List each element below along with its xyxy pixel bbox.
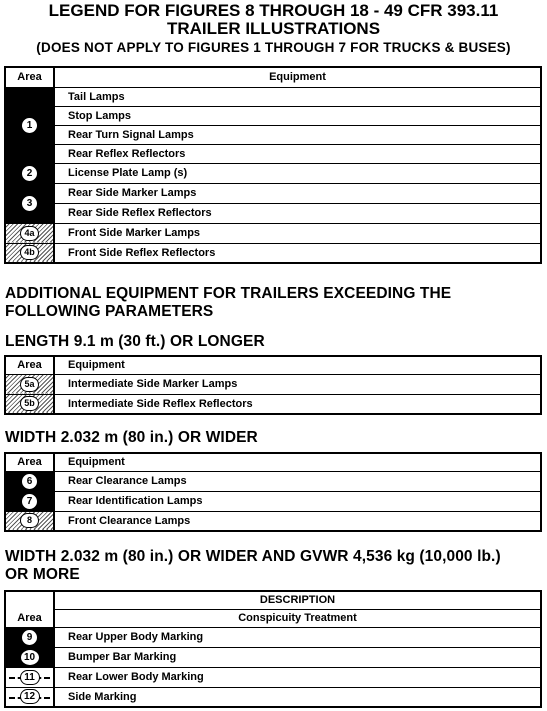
table-row — [5, 687, 541, 707]
table-header-row — [5, 453, 541, 471]
equipment-label: Rear Side Marker Lamps — [54, 183, 541, 203]
area-badge-9: 9 — [22, 630, 37, 645]
col-header-blank — [5, 591, 54, 609]
equipment-label: License Plate Lamp (s) — [54, 163, 541, 183]
area-cell-3 — [5, 183, 54, 223]
col-header-area: Area — [5, 453, 54, 471]
area-cell-4a — [5, 223, 54, 243]
area-cell-4b — [5, 243, 54, 263]
area-cell-9 — [5, 627, 54, 647]
table-header-row — [5, 591, 541, 609]
col-header-equipment: Equipment — [54, 356, 541, 374]
table-row — [5, 647, 541, 667]
col-header-area: Area — [5, 67, 54, 87]
table-row — [5, 203, 541, 223]
page-subtitle-trailer: TRAILER ILLUSTRATIONS — [166, 19, 381, 38]
area-cell-1 — [5, 87, 54, 163]
table-row — [5, 511, 541, 531]
table-row — [5, 163, 541, 183]
area-badge-3: 3 — [22, 196, 37, 211]
equipment-label: Front Side Marker Lamps — [54, 223, 541, 243]
table-header-row — [5, 609, 541, 627]
col-header-treatment: Conspicuity Treatment — [54, 609, 541, 627]
area-cell-5a — [5, 374, 54, 394]
page-title: LEGEND FOR FIGURES 8 THROUGH 18 - 49 CFR 393.11 — [48, 1, 499, 20]
area-cell-5b — [5, 394, 54, 414]
area-badge-11: 11 — [20, 670, 40, 685]
length-section-heading: LENGTH 9.1 m (30 ft.) OR LONGER — [5, 333, 265, 350]
area-badge-4b: 4b — [20, 245, 39, 260]
width-section-heading: WIDTH 2.032 m (80 in.) OR WIDER — [5, 429, 258, 446]
area-badge-4a: 4a — [20, 226, 39, 241]
area-badge-10: 10 — [21, 650, 39, 665]
equipment-label: Front Side Reflex Reflectors — [54, 243, 541, 263]
area-badge-7: 7 — [22, 494, 37, 509]
table-row — [5, 223, 541, 243]
equipment-label: Intermediate Side Reflex Reflectors — [54, 394, 541, 414]
area-cell-10 — [5, 647, 54, 667]
area-cell-2 — [5, 163, 54, 183]
equipment-label: Bumper Bar Marking — [54, 647, 541, 667]
area-cell-8 — [5, 511, 54, 531]
additional-equipment-heading-line2: FOLLOWING PARAMETERS — [5, 303, 214, 320]
table-header-row — [5, 356, 541, 374]
gvwr-section-heading-line2: OR MORE — [5, 566, 80, 583]
table-row — [5, 87, 541, 106]
area-cell-7 — [5, 491, 54, 511]
area-cell-6 — [5, 471, 54, 491]
equipment-label: Side Marking — [54, 687, 541, 707]
area-cell-12 — [5, 687, 54, 707]
equipment-label: Front Clearance Lamps — [54, 511, 541, 531]
area-badge-5a: 5a — [20, 377, 39, 392]
table-row — [5, 627, 541, 647]
table-row — [5, 243, 541, 263]
gvwr-table — [4, 590, 542, 708]
equipment-label: Rear Identification Lamps — [54, 491, 541, 511]
additional-equipment-heading: ADDITIONAL EQUIPMENT FOR TRAILERS EXCEEDING THE — [5, 285, 452, 302]
equipment-label: Tail Lamps — [54, 87, 541, 106]
col-header-area: Area — [5, 609, 54, 627]
area-badge-5b: 5b — [20, 396, 39, 411]
table-row — [5, 471, 541, 491]
table-row — [5, 374, 541, 394]
table-row — [5, 183, 541, 203]
equipment-label: Intermediate Side Marker Lamps — [54, 374, 541, 394]
area-cell-11 — [5, 667, 54, 687]
table-row — [5, 144, 541, 163]
applicability-note: (DOES NOT APPLY TO FIGURES 1 THROUGH 7 FOR TRUCKS & BUSES) — [36, 40, 511, 55]
gvwr-section-heading: WIDTH 2.032 m (80 in.) OR WIDER AND GVWR 4,536 kg (10,000 lb.) — [5, 548, 501, 565]
col-header-area: Area — [5, 356, 54, 374]
table-row — [5, 491, 541, 511]
col-header-description: DESCRIPTION — [54, 591, 541, 609]
equipment-label: Rear Upper Body Marking — [54, 627, 541, 647]
equipment-label: Rear Lower Body Marking — [54, 667, 541, 687]
table-row — [5, 394, 541, 414]
legend-table — [4, 66, 542, 264]
table-row — [5, 125, 541, 144]
area-badge-1: 1 — [22, 118, 37, 133]
equipment-label: Rear Reflex Reflectors — [54, 144, 541, 163]
col-header-equipment: Equipment — [54, 453, 541, 471]
area-badge-2: 2 — [22, 166, 37, 181]
table-row — [5, 106, 541, 125]
area-badge-12: 12 — [20, 689, 40, 704]
equipment-label: Rear Side Reflex Reflectors — [54, 203, 541, 223]
area-badge-6: 6 — [22, 474, 37, 489]
equipment-label: Stop Lamps — [54, 106, 541, 125]
equipment-label: Rear Turn Signal Lamps — [54, 125, 541, 144]
equipment-label: Rear Clearance Lamps — [54, 471, 541, 491]
col-header-equipment: Equipment — [54, 67, 541, 87]
width-table — [4, 452, 542, 532]
table-row — [5, 667, 541, 687]
area-badge-8: 8 — [20, 513, 39, 528]
length-table — [4, 355, 542, 415]
table-header-row — [5, 67, 541, 87]
